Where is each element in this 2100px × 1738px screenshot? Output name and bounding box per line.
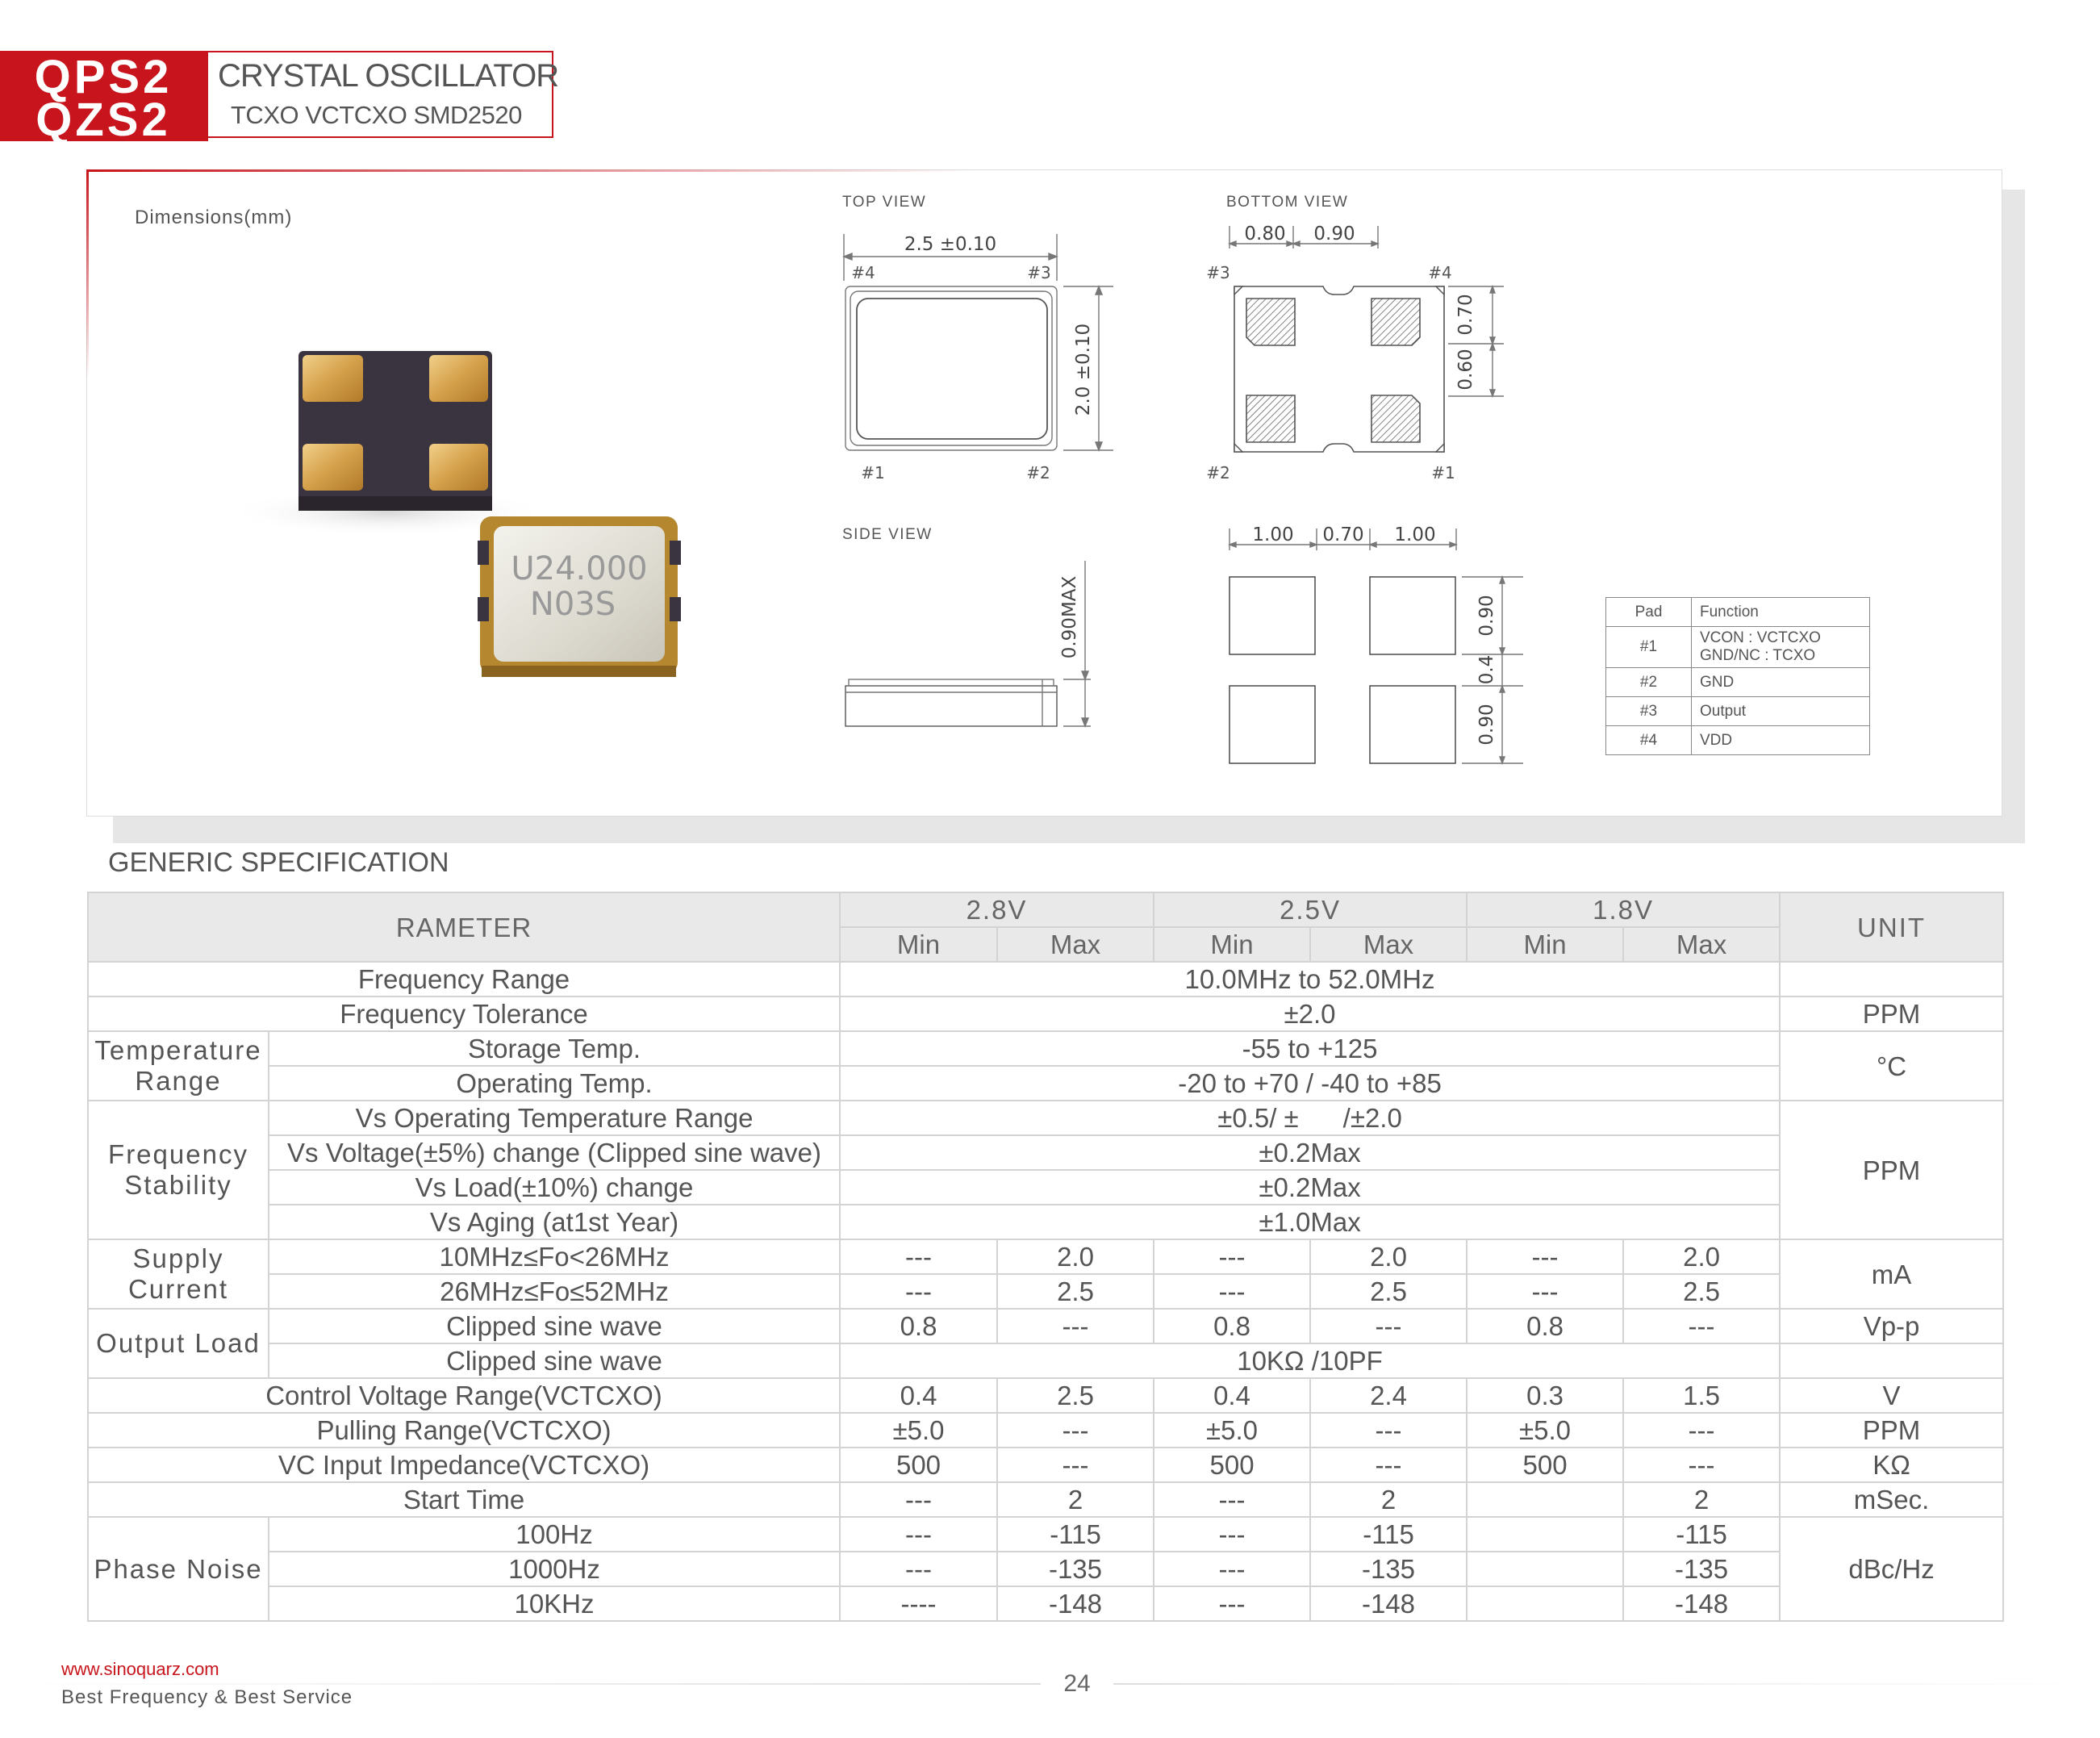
value-cell: --- <box>1623 1448 1780 1482</box>
value-cell: --- <box>1154 1274 1310 1309</box>
bottom-pin-2: #2 <box>1206 463 1230 483</box>
table-row <box>88 1205 2003 1239</box>
value-cell: -115 <box>1623 1517 1780 1552</box>
chip-pad <box>303 444 363 491</box>
bottom-pin-4: #4 <box>1428 263 1452 282</box>
value-cell: --- <box>1154 1552 1310 1586</box>
value-cell: 0.3 <box>1467 1378 1623 1413</box>
pad-table-header <box>1606 598 1870 627</box>
pad-row <box>1606 726 1870 755</box>
param-cell: Frequency Range <box>88 962 840 996</box>
min-header: Min <box>840 927 997 962</box>
table-row <box>88 996 2003 1031</box>
page-number: 24 <box>1063 1670 1091 1697</box>
param-cell: Control Voltage Range(VCTCXO) <box>88 1378 840 1413</box>
unit-cell: KΩ <box>1780 1448 2003 1482</box>
value-cell: -115 <box>1310 1517 1467 1552</box>
parameter-header: RAMETER <box>88 892 840 962</box>
param-cell: 10MHz≤Fo<26MHz <box>269 1239 840 1274</box>
value-cell: ±1.0Max <box>840 1205 1780 1239</box>
value-cell: 2.5 <box>1310 1274 1467 1309</box>
chip-pad <box>429 355 488 402</box>
value-cell: 0.8 <box>1154 1309 1310 1343</box>
group-label: Output Load <box>88 1309 269 1378</box>
value-cell: -148 <box>1310 1586 1467 1621</box>
product-photo <box>242 323 726 694</box>
dimension-drawings <box>807 210 1533 775</box>
value-cell: -115 <box>997 1517 1154 1552</box>
param-cell: 100Hz <box>269 1517 840 1552</box>
value-cell: 10KΩ /10PF <box>840 1343 1780 1378</box>
land-dim-v3: 0.90 <box>1476 704 1497 746</box>
value-cell <box>1467 1586 1623 1621</box>
min-header: Min <box>1154 927 1310 962</box>
pad-cell: #1 <box>1606 627 1692 668</box>
panel-accent-top <box>86 169 974 172</box>
unit-cell: Vp-p <box>1780 1309 2003 1343</box>
param-cell: Clipped sine wave <box>269 1309 840 1343</box>
value-cell: --- <box>1154 1517 1310 1552</box>
value-cell: 2.0 <box>1310 1239 1467 1274</box>
param-cell: Vs Aging (at1st Year) <box>269 1205 840 1239</box>
value-cell: 0.8 <box>1467 1309 1623 1343</box>
value-cell: --- <box>840 1482 997 1517</box>
value-cell <box>1467 1482 1623 1517</box>
chip-pad <box>303 355 363 402</box>
value-cell: --- <box>1467 1274 1623 1309</box>
value-cell: ±0.2Max <box>840 1135 1780 1170</box>
param-cell: Clipped sine wave <box>269 1343 840 1378</box>
function-line: GND/NC : TCXO <box>1700 647 1816 664</box>
unit-cell: mSec. <box>1780 1482 2003 1517</box>
chip-pad <box>429 444 488 491</box>
table-row <box>88 1586 2003 1621</box>
value-cell: ±0.5/ ± /±2.0 <box>840 1101 1780 1135</box>
unit-cell: PPM <box>1780 996 2003 1031</box>
value-cell: 2 <box>1623 1482 1780 1517</box>
spec-table <box>87 892 2004 1622</box>
table-row <box>88 1309 2003 1343</box>
param-cell: 26MHz≤Fo≤52MHz <box>269 1274 840 1309</box>
table-row <box>88 1413 2003 1448</box>
side-view-label: SIDE VIEW <box>842 526 933 543</box>
page-subtitle: TCXO VCTCXO SMD2520 <box>231 101 522 129</box>
value-cell: --- <box>1310 1309 1467 1343</box>
value-cell: 2.5 <box>997 1274 1154 1309</box>
max-header: Max <box>1623 927 1780 962</box>
table-row <box>88 1552 2003 1586</box>
value-cell: --- <box>1154 1482 1310 1517</box>
max-header: Max <box>997 927 1154 962</box>
bottom-dim-090: 0.90 <box>1313 224 1355 244</box>
value-cell: 10.0MHz to 52.0MHz <box>840 962 1780 996</box>
value-cell: -20 to +70 / -40 to +85 <box>840 1066 1780 1101</box>
value-cell: 2.4 <box>1310 1378 1467 1413</box>
value-cell: 500 <box>1467 1448 1623 1482</box>
param-cell: Pulling Range(VCTCXO) <box>88 1413 840 1448</box>
unit-cell: PPM <box>1780 1101 2003 1239</box>
max-header: Max <box>1310 927 1467 962</box>
value-cell <box>1467 1552 1623 1586</box>
value-cell: 500 <box>840 1448 997 1482</box>
value-cell: --- <box>1467 1239 1623 1274</box>
value-cell: --- <box>840 1239 997 1274</box>
param-cell: Operating Temp. <box>269 1066 840 1101</box>
value-cell: 0.4 <box>1154 1378 1310 1413</box>
group-label: Frequency Stability <box>88 1101 269 1239</box>
bottom-dim-060: 0.60 <box>1455 349 1476 391</box>
param-cell: Vs Load(±10%) change <box>269 1170 840 1205</box>
unit-cell: mA <box>1780 1239 2003 1309</box>
value-cell: 1.5 <box>1623 1378 1780 1413</box>
min-header: Min <box>1467 927 1623 962</box>
table-row <box>88 1343 2003 1378</box>
table-row <box>88 1239 2003 1274</box>
table-row <box>88 962 2003 996</box>
param-cell: Start Time <box>88 1482 840 1517</box>
table-row <box>88 1066 2003 1101</box>
chip-marking-line2: N03S <box>529 586 616 623</box>
value-cell: --- <box>1154 1239 1310 1274</box>
pad-cell: #4 <box>1606 726 1692 755</box>
pad-row <box>1606 697 1870 726</box>
dimensions-label: Dimensions(mm) <box>135 207 293 228</box>
value-cell: 2 <box>1310 1482 1467 1517</box>
param-cell: Frequency Tolerance <box>88 996 840 1031</box>
value-cell: 0.8 <box>840 1309 997 1343</box>
param-cell: Vs Voltage(±5%) change (Clipped sine wave) <box>269 1135 840 1170</box>
value-cell: --- <box>1310 1448 1467 1482</box>
value-cell: --- <box>840 1552 997 1586</box>
footer-slogan: Best Frequency & Best Service <box>61 1686 353 1708</box>
voltage-header-28: 2.8V <box>840 892 1154 927</box>
value-cell <box>1467 1517 1623 1552</box>
function-line: VCON : VCTCXO <box>1700 629 1821 646</box>
value-cell: -135 <box>997 1552 1154 1586</box>
value-cell: --- <box>997 1448 1154 1482</box>
top-pin-1: #1 <box>861 463 885 483</box>
value-cell: 2.5 <box>997 1378 1154 1413</box>
group-label: Supply Current <box>88 1239 269 1309</box>
table-row <box>88 1517 2003 1552</box>
chip-marking-line1: U24.000 <box>511 550 648 587</box>
param-cell: 1000Hz <box>269 1552 840 1586</box>
top-pin-3: #3 <box>1027 263 1051 282</box>
value-cell: 2.0 <box>1623 1239 1780 1274</box>
value-cell: 2.0 <box>997 1239 1154 1274</box>
table-row <box>88 1274 2003 1309</box>
value-cell: -55 to +125 <box>840 1031 1780 1066</box>
value-cell: --- <box>840 1517 997 1552</box>
value-cell: --- <box>1623 1309 1780 1343</box>
pad-cell: #3 <box>1606 697 1692 726</box>
land-dim-v1: 0.90 <box>1476 595 1497 637</box>
bottom-view-label: BOTTOM VIEW <box>1226 194 1349 211</box>
value-cell: --- <box>997 1309 1154 1343</box>
table-row <box>88 1378 2003 1413</box>
unit-cell <box>1780 1343 2003 1378</box>
bottom-pin-3: #3 <box>1206 263 1230 282</box>
pad-row <box>1606 627 1870 668</box>
value-cell: -148 <box>1623 1586 1780 1621</box>
table-row <box>88 1031 2003 1066</box>
value-cell: --- <box>997 1413 1154 1448</box>
param-cell: Storage Temp. <box>269 1031 840 1066</box>
value-cell: -148 <box>997 1586 1154 1621</box>
table-row <box>88 1448 2003 1482</box>
function-cell: VDD <box>1692 726 1870 755</box>
value-cell: 2 <box>997 1482 1154 1517</box>
table-row <box>88 1101 2003 1135</box>
unit-cell: PPM <box>1780 1413 2003 1448</box>
top-height-dim: 2.0 ±0.10 <box>1073 323 1094 416</box>
bottom-dim-070: 0.70 <box>1455 294 1476 336</box>
function-cell: GND <box>1692 668 1870 697</box>
function-cell: Output <box>1692 697 1870 726</box>
unit-cell: V <box>1780 1378 2003 1413</box>
table-row <box>88 1135 2003 1170</box>
value-cell: ±2.0 <box>840 996 1780 1031</box>
land-dim-h2: 0.70 <box>1322 524 1364 545</box>
top-width-dim: 2.5 ±0.10 <box>904 234 997 255</box>
model-name-1: QPS2 <box>34 51 173 103</box>
value-cell: --- <box>840 1274 997 1309</box>
bottom-pin-1: #1 <box>1431 463 1455 483</box>
top-pin-4: #4 <box>851 263 875 282</box>
value-cell: ---- <box>840 1586 997 1621</box>
top-view-label: TOP VIEW <box>842 194 927 211</box>
group-label: Temperature Range <box>88 1031 269 1101</box>
param-cell: 10KHz <box>269 1586 840 1621</box>
unit-header: UNIT <box>1780 892 2003 962</box>
value-cell: -135 <box>1310 1552 1467 1586</box>
value-cell: --- <box>1310 1413 1467 1448</box>
value-cell: 2.5 <box>1623 1274 1780 1309</box>
pad-cell: #2 <box>1606 668 1692 697</box>
value-cell: ±5.0 <box>1154 1413 1310 1448</box>
value-cell: 500 <box>1154 1448 1310 1482</box>
pad-row <box>1606 668 1870 697</box>
value-cell: ±5.0 <box>1467 1413 1623 1448</box>
unit-cell: °C <box>1780 1031 2003 1101</box>
spec-title: GENERIC SPECIFICATION <box>108 847 449 878</box>
bottom-dim-080: 0.80 <box>1244 224 1286 244</box>
land-dim-h1: 1.00 <box>1252 524 1294 545</box>
param-cell: Vs Operating Temperature Range <box>269 1101 840 1135</box>
panel-accent-left <box>86 169 89 379</box>
voltage-header-25: 2.5V <box>1154 892 1467 927</box>
group-label: Phase Noise <box>88 1517 269 1621</box>
function-col-header: Function <box>1692 598 1870 627</box>
land-dim-h3: 1.00 <box>1394 524 1436 545</box>
page-title: CRYSTAL OSCILLATOR <box>218 58 559 94</box>
value-cell: --- <box>1154 1586 1310 1621</box>
table-row <box>88 1482 2003 1517</box>
value-cell: 0.4 <box>840 1378 997 1413</box>
footer-divider-right <box>1113 1683 2100 1685</box>
footer-url[interactable]: www.sinoquarz.com <box>61 1659 219 1679</box>
value-cell: ±0.2Max <box>840 1170 1780 1205</box>
voltage-header-18: 1.8V <box>1467 892 1780 927</box>
spec-header-row <box>88 892 2003 927</box>
pad-function-table <box>1605 597 1870 755</box>
pad-col-header: Pad <box>1606 598 1692 627</box>
param-cell: VC Input Impedance(VCTCXO) <box>88 1448 840 1482</box>
value-cell: ±5.0 <box>840 1413 997 1448</box>
value-cell: -135 <box>1623 1552 1780 1586</box>
land-dim-v2: 0.4 <box>1476 654 1497 685</box>
value-cell: --- <box>1623 1413 1780 1448</box>
top-pin-2: #2 <box>1026 463 1050 483</box>
side-height-dim: 0.90MAX <box>1059 575 1080 659</box>
function-cell <box>1692 627 1870 668</box>
unit-cell <box>1780 962 2003 996</box>
table-row <box>88 1170 2003 1205</box>
unit-cell: dBc/Hz <box>1780 1517 2003 1621</box>
footer-divider-left <box>0 1683 1041 1685</box>
model-name-2: QZS2 <box>35 94 171 146</box>
